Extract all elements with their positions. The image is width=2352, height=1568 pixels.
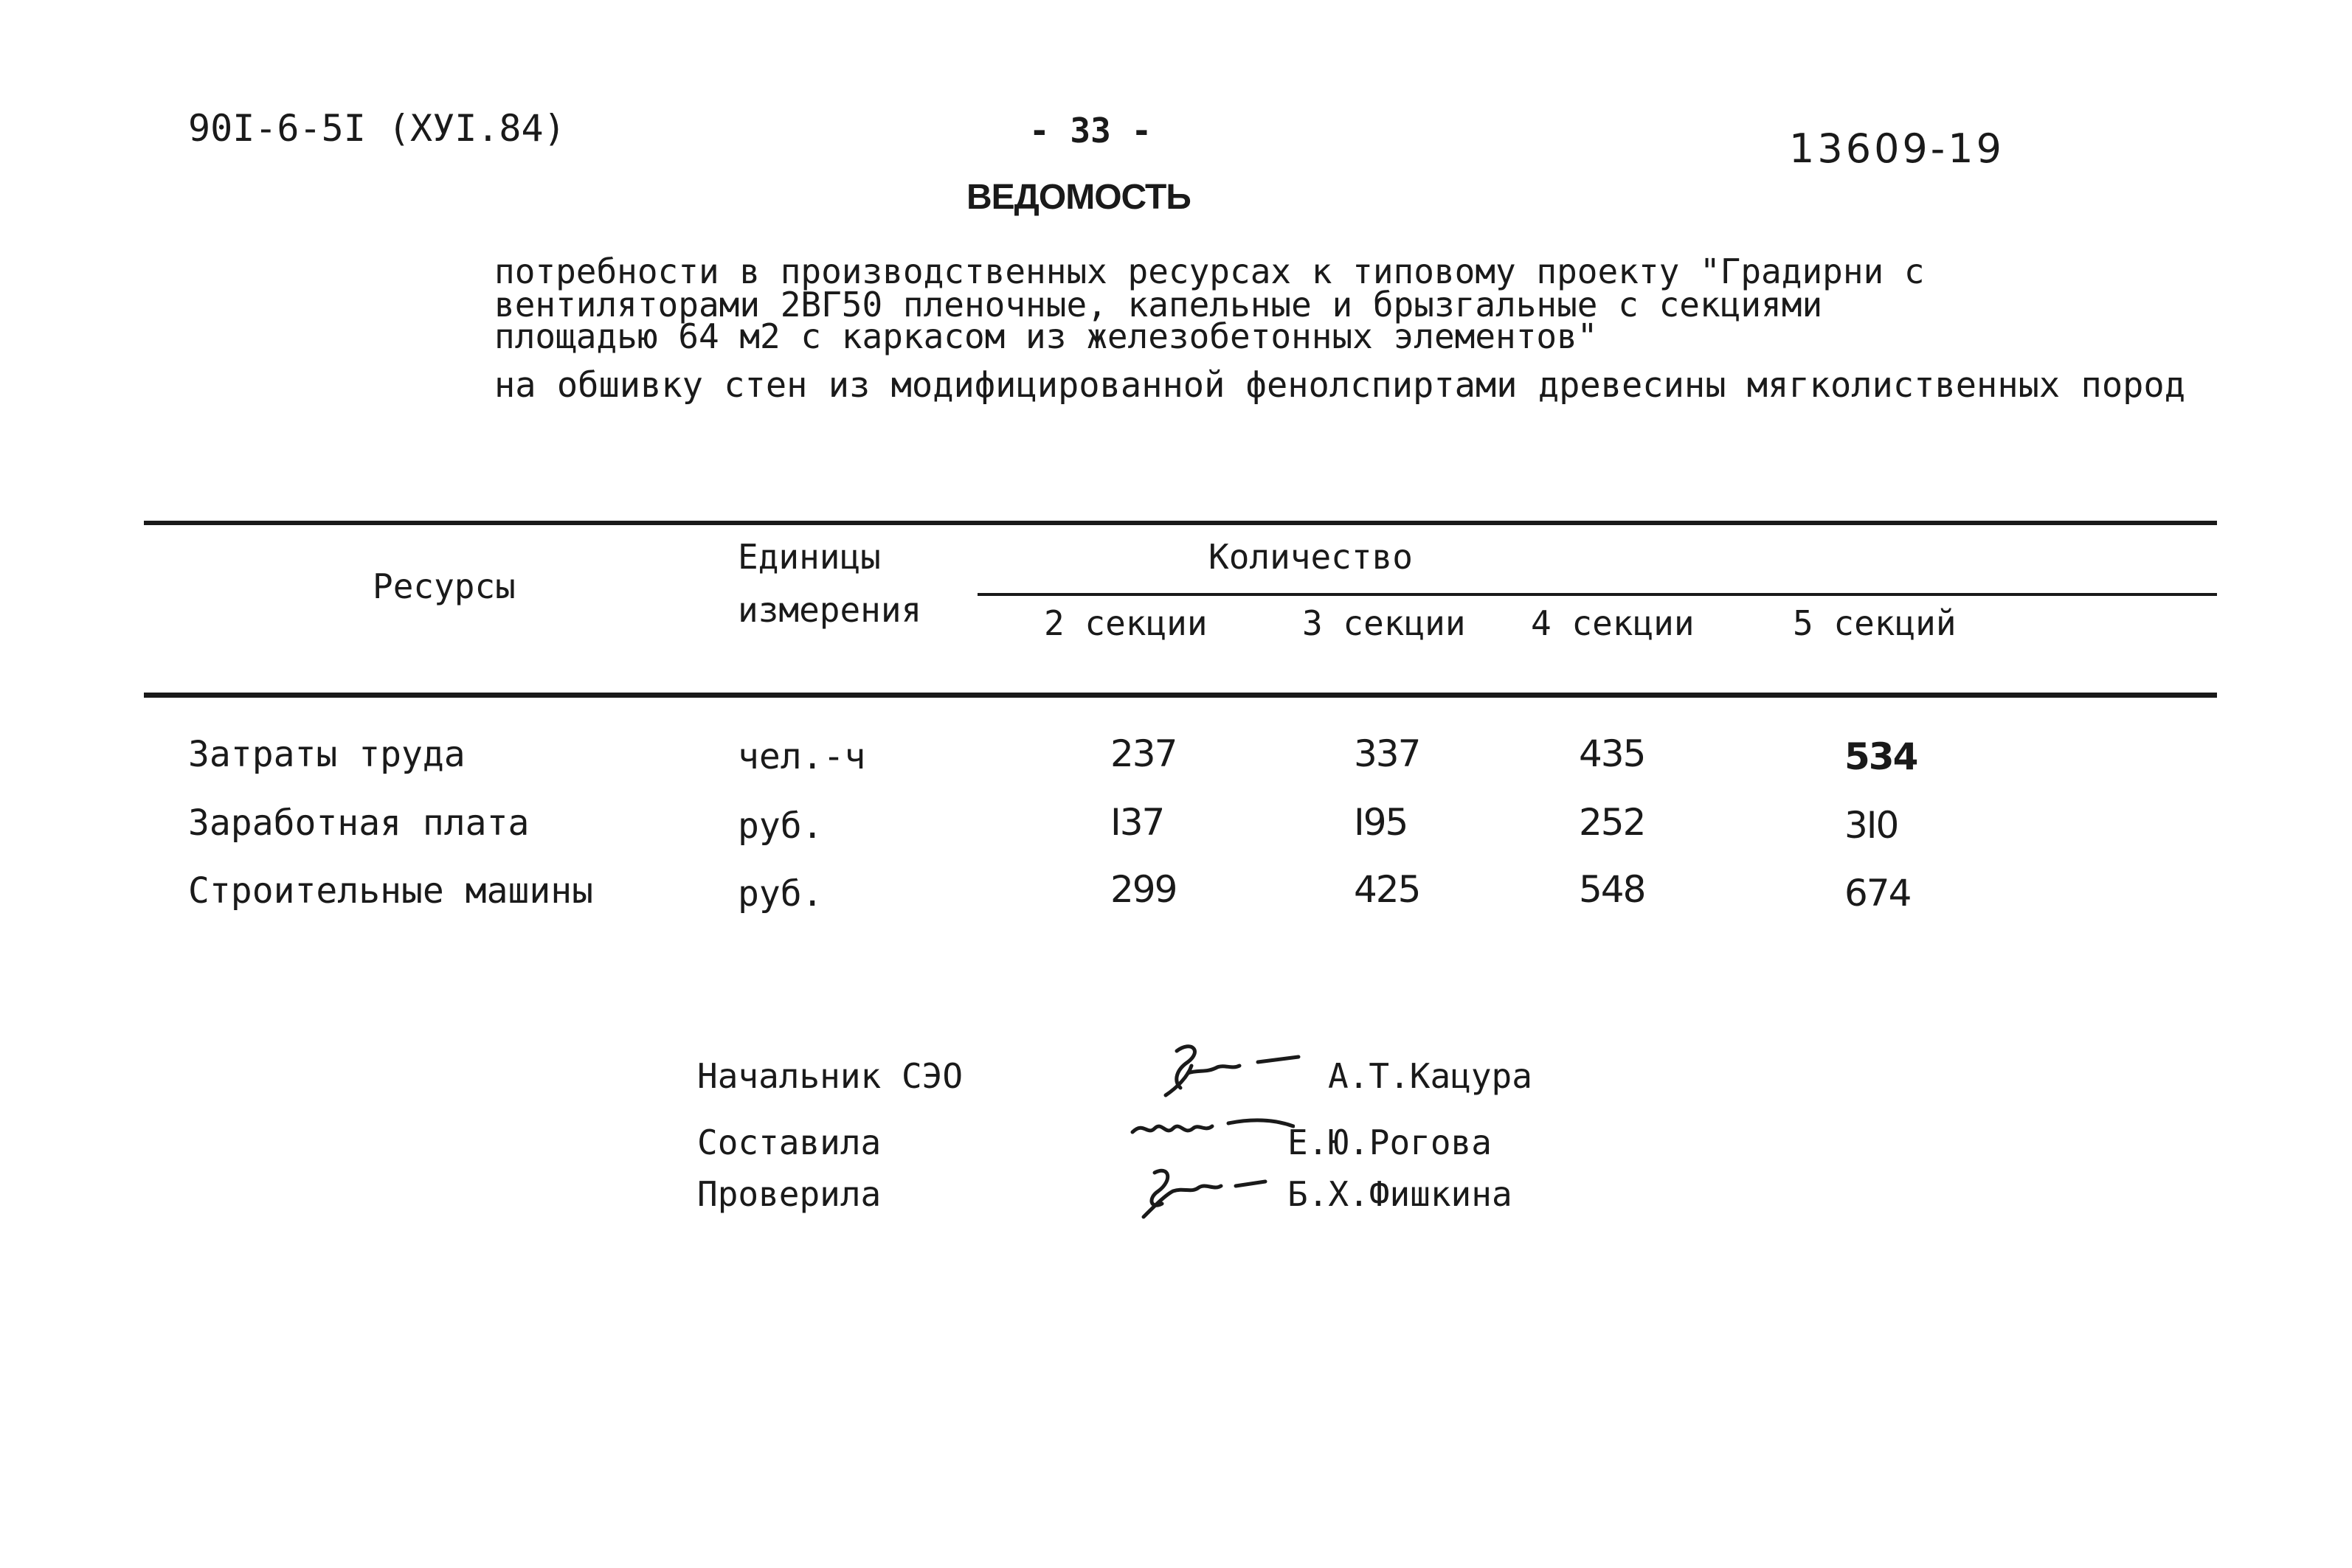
table-cell-value: 237 (1110, 732, 1177, 775)
signature-role-chief: Начальник СЭО (697, 1056, 964, 1096)
table-cell-value: 674 (1844, 872, 1911, 915)
table-row-unit: чел.-ч (738, 736, 866, 777)
signature-role-compiled: Составила (697, 1123, 882, 1162)
table-row-unit: руб. (738, 805, 823, 847)
column-header-4-sections: 4 секции (1531, 603, 1695, 643)
table-cell-value: I37 (1110, 801, 1164, 844)
table-cell-value: 252 (1579, 801, 1645, 844)
column-header-5-sections: 5 секций (1793, 603, 1957, 643)
table-cell-value: 534 (1844, 735, 1917, 778)
table-row-unit: руб. (738, 873, 823, 915)
signature-name-checked: Б.Х.Фишкина (1287, 1174, 1512, 1214)
table-cell-value: 337 (1354, 732, 1420, 775)
table-cell-value: 435 (1579, 732, 1645, 775)
subtitle-line-4: на обшивку стен из модифицированной фенолспиртами древесины мягколиственных пород (494, 365, 2186, 406)
handwritten-signature-3 (1129, 1158, 1269, 1224)
table-cell-value: I95 (1354, 801, 1408, 844)
quantity-header-rule (978, 593, 2217, 596)
handwritten-signature-2 (1125, 1110, 1295, 1154)
table-header-bottom-rule (144, 693, 2217, 698)
table-cell-value: 425 (1354, 868, 1420, 911)
signature-name-compiled: Е.Ю.Рогова (1287, 1123, 1492, 1162)
table-top-rule (144, 521, 2217, 525)
handwritten-signature-1 (1147, 1036, 1302, 1106)
column-header-units-line2: измерения (738, 590, 922, 630)
document-title: ВЕДОМОСТЬ (966, 178, 1191, 217)
table-row-resource: Строительные машины (188, 870, 594, 912)
signature-role-checked: Проверила (697, 1174, 882, 1214)
column-header-3-sections: 3 секции (1302, 603, 1466, 643)
column-header-resources: Ресурсы (373, 566, 516, 606)
column-header-quantity: Количество (1208, 537, 1413, 577)
column-header-2-sections: 2 секции (1044, 603, 1208, 643)
subtitle-line-2: вентиляторами 2ВГ50 пленочные, капельные и брызгальные с секциями (494, 285, 1823, 325)
subtitle-line-3: площадью 64 м2 с каркасом из железобетонных элементов" (494, 316, 1598, 356)
table-cell-value: 3I0 (1844, 804, 1898, 847)
signature-name-chief: А.Т.Кацура (1328, 1056, 1532, 1096)
column-header-units-line1: Единицы (738, 537, 881, 577)
document-number: 13609-19 (1789, 125, 2005, 172)
table-row-resource: Затраты труда (188, 734, 466, 775)
table-row-resource: Заработная плата (188, 802, 530, 844)
subtitle-line-1: потребности в производственных ресурсах к типовому проекту "Градирни с (494, 251, 1925, 291)
page-number: - 33 - (1029, 111, 1152, 150)
table-cell-value: 299 (1110, 868, 1177, 911)
table-cell-value: 548 (1579, 868, 1645, 911)
document-code: 90I-6-5I (ХУI.84) (188, 107, 566, 150)
